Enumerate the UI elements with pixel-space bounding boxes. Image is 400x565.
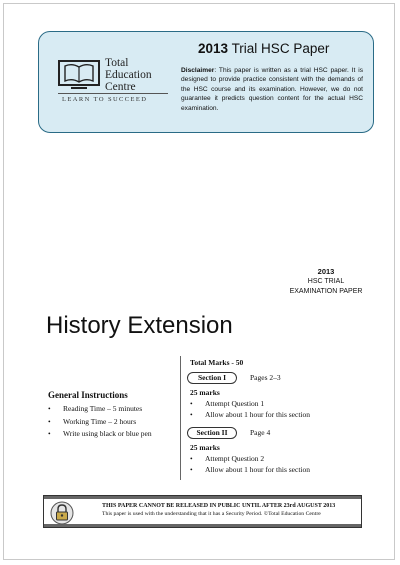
general-instructions-list [48,403,152,441]
hsc-trial-block [283,267,369,297]
bullet-icon: • [190,410,193,419]
section-2-item: Allow about 1 hour for this section [205,465,310,474]
section-2-label: Section II [187,427,237,439]
subject-title: History Extension [46,312,233,339]
section-1-item: Allow about 1 hour for this section [205,410,310,419]
logo-text-line2: Education [105,69,152,81]
logo-text-line1: Total [105,57,129,69]
paper-title-text: Trial HSC Paper [231,41,330,56]
section-2-marks: 25 marks [190,443,220,452]
total-marks: Total Marks - 50 [190,358,244,367]
list-item [190,465,310,474]
bullet-icon: • [190,454,193,463]
logo-tagline: LEARN TO SUCCEED [62,96,148,103]
exam-paper-label: EXAMINATION PAPER [289,288,363,295]
instruction-text: Reading Time – 5 minutes [63,404,143,413]
paper-year: 2013 [198,41,229,56]
bullet-icon: • [48,429,51,438]
disclaimer-text: : This paper is written as a trial HSC paper. It is designed to provide practice consistent with the demands of the HSC course and its examination. However, we do not guarantee it predicts question content for the actual HSC examination. [181,67,363,112]
list-item [48,403,152,416]
bullet-icon: • [190,399,193,408]
list-item [48,428,152,441]
footer-rule-bottom [44,524,361,527]
section-1-pages: Pages 2–3 [250,373,281,382]
footer-notice [43,495,362,528]
paper-title [198,41,329,56]
list-item [190,399,264,408]
list-item [190,410,310,419]
footer-security-notice: This paper is used with the understanding that it has a Security Period. ©Total Education Centre [102,511,321,517]
column-divider [180,356,181,480]
bullet-icon: • [48,404,51,413]
disclaimer [181,66,363,113]
footer-rule-top [44,496,361,499]
instruction-text: Working Time – 2 hours [63,416,137,426]
section-1-item: Attempt Question 1 [205,399,265,408]
section-1-marks: 25 marks [190,388,220,397]
section-1-label: Section I [187,372,237,384]
logo-rule [58,93,168,94]
bullet-icon: • [190,465,193,474]
disclaimer-label: Disclaimer [181,67,215,74]
general-instructions-title: General Instructions [48,390,128,400]
logo [56,52,174,112]
list-item [190,454,264,463]
bullet-icon: • [48,416,51,426]
list-item [48,416,152,429]
logo-text-line3: Centre [105,81,136,93]
section-2-pages: Page 4 [250,428,271,437]
book-monitor-icon [56,58,102,92]
hsc-year: 2013 [317,267,335,276]
footer-release-notice: THIS PAPER CANNOT BE RELEASED IN PUBLIC UNTIL AFTER 23rd AUGUST 2013 [102,503,336,509]
hsc-trial-label: HSC TRIAL [307,278,345,285]
section-2-item: Attempt Question 2 [205,454,265,463]
instruction-text: Write using black or blue pen [63,429,152,438]
padlock-icon [49,501,75,525]
